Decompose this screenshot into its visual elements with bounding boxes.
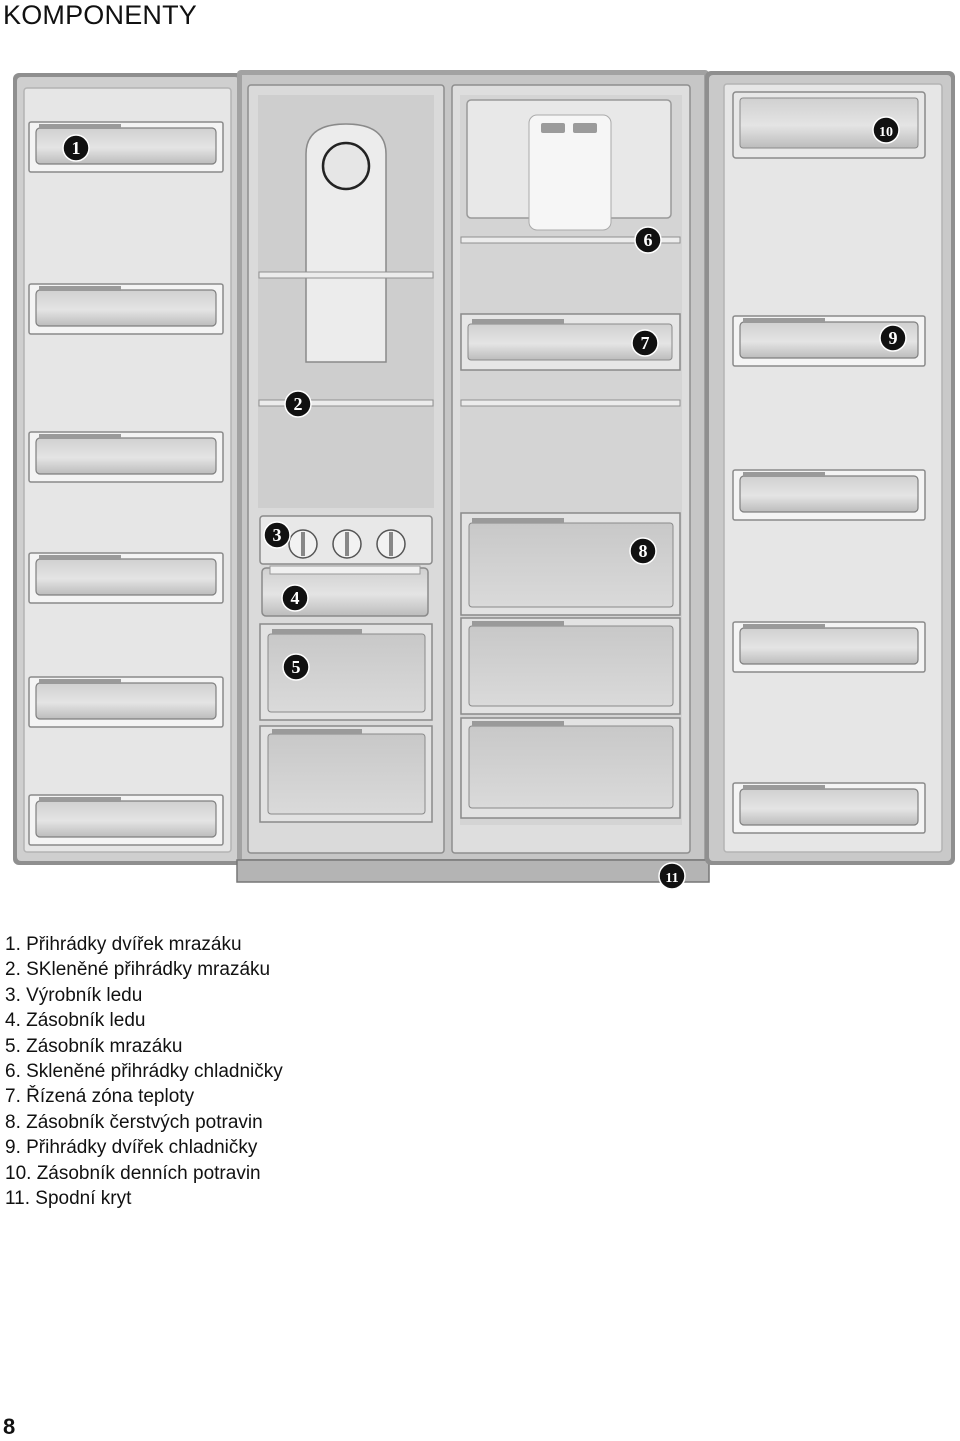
callout-badge bbox=[283, 654, 309, 680]
fridge-door bbox=[705, 71, 955, 865]
callout-badge bbox=[632, 330, 658, 356]
bottom-cover bbox=[237, 860, 709, 882]
component-legend bbox=[5, 932, 283, 1211]
legend-item: 11. Spodní kryt bbox=[5, 1188, 132, 1210]
callout-number: 7 bbox=[640, 333, 650, 353]
callout-number: 3 bbox=[272, 525, 282, 545]
callout-badge bbox=[630, 538, 656, 564]
callout-badge bbox=[285, 391, 311, 417]
callout-number: 8 bbox=[638, 541, 648, 561]
page-number: 8 bbox=[3, 1414, 16, 1439]
refrigerator-diagram bbox=[0, 60, 960, 900]
callout-number: 1 bbox=[71, 138, 81, 158]
legend-item: 10. Zásobník denních potravin bbox=[5, 1162, 261, 1184]
callout-badge bbox=[873, 117, 899, 143]
callout-badge bbox=[635, 227, 661, 253]
callout-number: 5 bbox=[291, 657, 301, 677]
callout-number: 10 bbox=[879, 125, 893, 140]
door-bin bbox=[733, 783, 925, 833]
freezer-compartment bbox=[248, 85, 444, 853]
legend-item: 6. Skleněné přihrádky chladničky bbox=[5, 1061, 283, 1083]
page-title: KOMPONENTY bbox=[3, 0, 198, 30]
door-bin bbox=[29, 795, 223, 845]
callout-badge bbox=[282, 585, 308, 611]
legend-item: 8. Zásobník čerstvých potravin bbox=[5, 1111, 263, 1133]
callout-number: 2 bbox=[293, 394, 303, 414]
legend-item: 9. Přihrádky dvířek chladničky bbox=[5, 1137, 258, 1159]
door-bin bbox=[29, 284, 223, 334]
door-bin bbox=[29, 677, 223, 727]
legend-item: 4. Zásobník ledu bbox=[5, 1010, 146, 1032]
door-bin bbox=[29, 553, 223, 603]
legend-item: 3. Výrobník ledu bbox=[5, 984, 143, 1006]
legend-item: 7. Řízená zóna teploty bbox=[5, 1086, 195, 1108]
legend-item: 2. SKleněné přihrádky mrazáku bbox=[5, 959, 271, 981]
legend-item: 5. Zásobník mrazáku bbox=[5, 1035, 183, 1057]
callout-number: 11 bbox=[665, 871, 679, 886]
door-bin bbox=[733, 622, 925, 672]
callout-badge bbox=[880, 325, 906, 351]
callout-number: 6 bbox=[643, 230, 653, 250]
fridge-compartment bbox=[452, 85, 690, 853]
ice-maker-knobs bbox=[289, 530, 405, 558]
callout-number: 9 bbox=[888, 328, 898, 348]
callout-badge bbox=[659, 863, 685, 889]
door-bin bbox=[733, 470, 925, 520]
callout-number: 4 bbox=[290, 588, 300, 608]
callout-badge bbox=[264, 522, 290, 548]
callout-badge bbox=[63, 135, 89, 161]
door-bin bbox=[29, 122, 223, 172]
door-bin bbox=[29, 432, 223, 482]
legend-item: 1. Přihrádky dvířek mrazáku bbox=[5, 934, 242, 955]
